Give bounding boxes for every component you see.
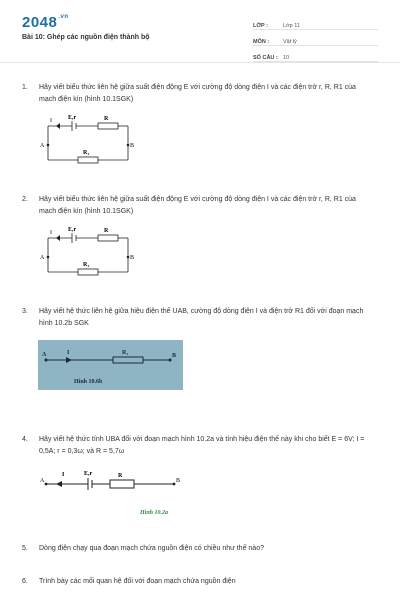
label-i: I bbox=[67, 350, 70, 356]
label-r1: R₁ bbox=[83, 150, 90, 156]
meta-value: Vật lý bbox=[283, 39, 297, 45]
label-resistor: R bbox=[104, 228, 109, 234]
meta-value: 10 bbox=[283, 55, 290, 61]
question-1 bbox=[22, 82, 372, 106]
figure-caption: Hình 10.2a bbox=[140, 510, 169, 516]
label-a: A bbox=[42, 352, 47, 358]
brand-name: 2048 bbox=[22, 14, 58, 31]
lesson-title: Bài 10: Ghép các nguồn điện thành bộ bbox=[22, 34, 150, 41]
header-divider bbox=[0, 62, 400, 63]
question-text: Hãy viết hệ thức liên hệ giữa hiệu điện thế UAB, cường độ dòng điện I và điện trở R1 đối với đoạn mạch hình 10.2b SGK bbox=[39, 308, 364, 327]
label-node-b: B bbox=[130, 255, 135, 261]
question-3 bbox=[22, 306, 372, 330]
label-node-b: B bbox=[130, 143, 135, 149]
meta-key: SỐ CÂU : bbox=[253, 55, 278, 61]
meta-panel bbox=[253, 14, 378, 62]
meta-row-class bbox=[253, 14, 378, 30]
circuit-diagram-1 bbox=[38, 112, 148, 170]
question-number: 6. bbox=[22, 578, 28, 585]
meta-row-subject bbox=[253, 30, 378, 46]
label-source: E,r bbox=[68, 227, 77, 233]
figure-photo-10-6b bbox=[38, 340, 183, 390]
meta-key: LỚP : bbox=[253, 23, 268, 29]
circuit-diagram-2 bbox=[38, 224, 148, 282]
label-current: I bbox=[50, 118, 52, 124]
label-resistor: R bbox=[104, 116, 109, 122]
question-number: 2. bbox=[22, 196, 28, 203]
meta-row-count bbox=[253, 46, 378, 62]
question-4 bbox=[22, 434, 372, 458]
question-text: Hãy viết hệ thức tính UBA đối với đoạn mạch hình 10.2a và tính hiệu điện thế này khi cho biết E = 6V; I = 0,5A; r = 0,3ω; và R = 5,7ω bbox=[39, 436, 365, 455]
brand-suffix: .vn bbox=[58, 14, 69, 20]
label-r1: R₁ bbox=[83, 262, 90, 268]
label-current: I bbox=[50, 230, 52, 236]
question-text: Dòng điện chạy qua đoạn mạch chứa nguồn điện có chiều như thế nào? bbox=[39, 545, 264, 552]
label-resistor: R bbox=[118, 473, 123, 479]
question-2 bbox=[22, 194, 372, 218]
figure-caption: Hình 10.6b bbox=[74, 379, 103, 385]
label-source: E,r bbox=[84, 471, 93, 477]
label-source: E,r bbox=[68, 115, 77, 121]
question-text: Hãy viết biểu thức liên hệ giữa suất điện động E với cường độ dòng điện I và các điện trở r, R, R1 của mạch điện kín (hình 10.1SGK) bbox=[39, 196, 356, 215]
question-number: 5. bbox=[22, 545, 28, 552]
label-b: B bbox=[172, 353, 177, 359]
question-text: Hãy viết biểu thức liên hệ giữa suất điện động E với cường độ dòng điện I và các điện trở r, R, R1 của mạch điện kín (hình 10.1SGK) bbox=[39, 84, 356, 103]
label-i: I bbox=[62, 472, 65, 478]
label-node-a: A bbox=[40, 255, 45, 261]
circuit-diagram-4 bbox=[40, 466, 200, 518]
label-node-a: A bbox=[40, 143, 45, 149]
label-b: B bbox=[176, 478, 181, 484]
question-5 bbox=[22, 543, 372, 555]
label-r1: R₁ bbox=[122, 350, 129, 356]
question-text: Trình bày các mối quan hệ đối với đoạn mạch chứa nguồn điện bbox=[39, 578, 236, 585]
question-number: 1. bbox=[22, 84, 28, 91]
meta-value: Lớp 11 bbox=[283, 23, 300, 29]
label-a: A bbox=[40, 478, 45, 484]
question-6 bbox=[22, 576, 372, 588]
meta-key: MÔN : bbox=[253, 39, 270, 45]
question-number: 3. bbox=[22, 308, 28, 315]
question-number: 4. bbox=[22, 436, 28, 443]
brand-logo[interactable] bbox=[22, 14, 69, 31]
